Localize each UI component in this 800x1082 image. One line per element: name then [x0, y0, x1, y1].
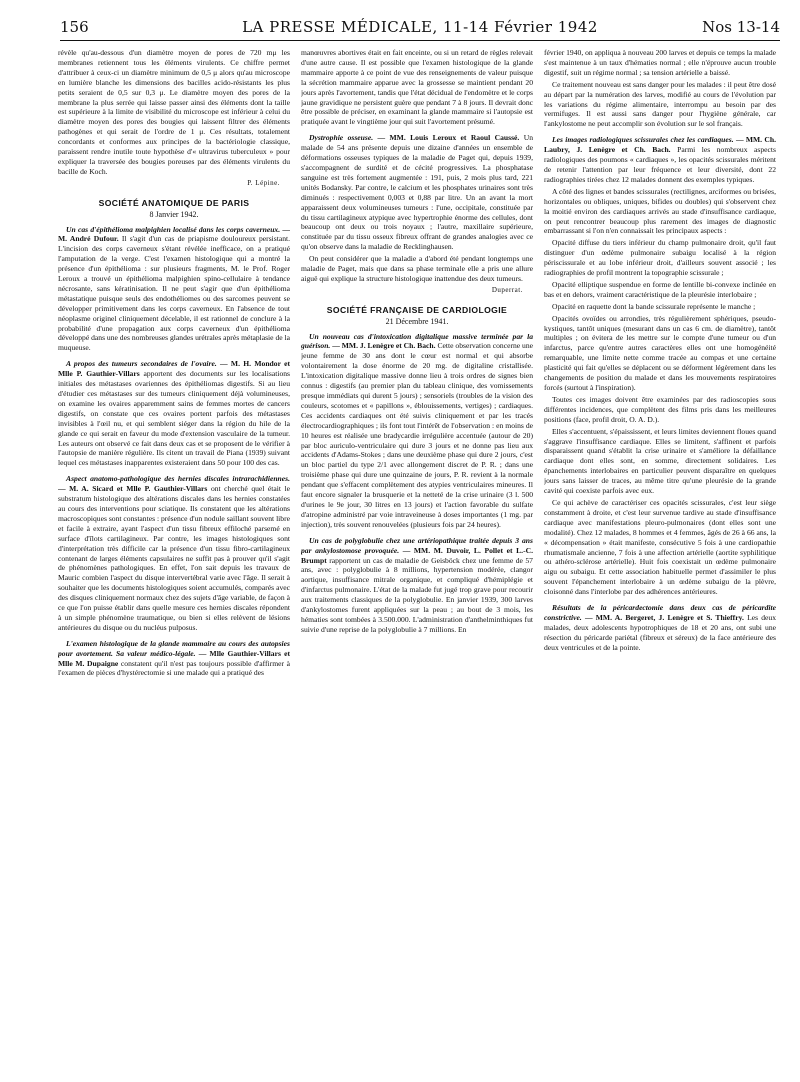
paragraph: Opacité en raquette dont la bande scissurale représente le manche ;	[552, 301, 756, 311]
page-number: 156	[60, 18, 89, 36]
column-right	[544, 48, 776, 1063]
article-title: L'examen histologique de la glande mammaire au cours des autopsies pour avortement. Sa valeur médico-légale.	[58, 638, 290, 658]
article-body: Un malade de 54 ans présente depuis une dizaine d'années un ensemble de déformations osseuses typiques de la maladie de Paget qui, depuis 1939, s'accompagnent de surdité et de cécité progressives. La phosphatase sanguine est très fortement augmentée : 191, puis, 2 mois plus tard, 221 unités Bodansky. Par contre, le calcium et les phosphates urinaires sont très diminués : respectivement 0,003 et 0,88 par litre. Un an avant la mort apparaissent deux volumineuses tumeurs : l'une, occipitale, constituée par du tissu cartilagineux atypique avec hypertrophie énorme des cellules, dont beaucoup ont deux ou trois noyaux ; l'autre, maxillaire supérieure, constituée par du tissu osseux fibreux offrant de grandes analogies avec ce qu'on observe dans la maladie de Recklinghausen.	[301, 133, 533, 252]
article	[544, 135, 776, 185]
article-title: Les images radiologiques scissurales chez les cardiaques.	[552, 135, 734, 145]
article-title: A propos des tumeurs secondaires de l'ovaire.	[66, 359, 217, 369]
paragraph: Elles s'accentuent, s'épaississent, et leurs limites deviennent floues quand s'aggrave l'insuffisance cardiaque. Elles se limitent, s'affinent et parfois disparaissent quand s'établit la crise urinaire et s'améliore la défaillance cardiaque dont elles sont, en somme, directement solidaires. Les épanchements interlobaires en particulier peuvent disparaître en quelques jours sans laisser de traces, au même titre qu'une pleurésie de la grande cavité qui coexiste parfois avec eux.	[544, 426, 776, 496]
column-middle	[301, 48, 533, 1063]
article-body: constatent qu'il n'est pas toujours possible d'affirmer à l'examen de pièces d'hystérectomie si une malade qui a pratiqué des	[58, 658, 290, 678]
paragraph: Opacité diffuse du tiers inférieur du champ pulmonaire droit, qu'il faut distinguer d'un œdème pulmonaire subaigu localisé à la région périscissurale et au lobe inférieur droit, d'ailleurs souvent associé ; les radiographies de profil montrent la topographie scissurale ;	[544, 238, 776, 278]
paragraph: Ce traitement nouveau est sans danger pour les malades : il peut être dosé au départ par la numération des larves, modifié au cours de l'évolution par les variations du régime alimentaire, interrompu au besoin par des vermifuges. Il est aussi sans danger pour l'hygiène générale, car l'ankylostome ne peut accomplir son évolution sur le sol français.	[544, 79, 776, 129]
article	[301, 536, 533, 635]
article-body: Cette observation concerne une jeune femme de 30 ans dont le cœur est normal et qui absorbe volontairement la dose énorme de 20 mg. de digitaline cristallisée. L'intoxication digitalique massive donne lieu à trois ordres de signes bien connus : digestifs (au premier plan du tableau clinique, des vomissements presque immédiats qui durent 5 jours) ; sensoriels (troubles de la vision des couleurs, scotomes et « papillons », éblouissements, vertiges) ; cardiaques. Ces accidents cardiaques ont été suivis cliniquement et par les tracés électrocardiographiques ; ils font tout l'intérêt de l'observation : en moins de 10 heures est réalisée une bradycardie irrégulière accentuée (autour de 20) par bloc auriculo-ventriculaire qui dure 3 jours et ne donne pas lieu aux accidents d'Adams-Stokes ; dans une deuxième phase qui dure 2 jours, c'est un bloc partiel du type 2/1 avec allongement discret de P. R. ; dans une troisième phase qui dure une quinzaine de jours, P. R. revient à la normale pendant que s'effacent complètement des atypies ventriculaires mineures. Il faut encore signaler la brusquerie et la netteté de la crise urinaire (3 l. 500 d'urines le 9e jour, 30 litres en 13 jours) et l'action favorable du sulfate d'atropine administré par voie intraveineuse à doses importantes (1 mg. par injection), très souvent renouvelées (plusieurs fois par 24 heures).	[301, 341, 533, 529]
paragraph: manœuvres abortives était en fait enceinte, ou si un retard de règles relevait d'une autre cause. Il est possible que l'examen histologique de la glande mammaire apporte à ce point de vue des renseignements de valeur puisque la sécrétion mammaire apparue avec la grossesse se maintient pendant 20 jours après l'avortement, tandis que l'état décidual de l'endomètre et le corps jaune gravidique ne persistent guère que pendant 7 à 8 jours. Il devrait donc être possible de préciser, en examinant la glande mammaire si l'autopsie est pratiquée avant le vingtième jour qui suit l'avortement présumé.	[301, 48, 533, 127]
article-title: Un nouveau cas d'intoxication digitalique massive terminée par la guérison.	[301, 331, 533, 351]
article-title: Résultats de la péricardectomie dans deux cas de péricardite constrictive.	[544, 603, 776, 622]
article	[301, 133, 533, 252]
article-title: Aspect anatomo-pathologique des hernies discales intrarachidiennes.	[66, 474, 290, 484]
article	[301, 332, 533, 530]
article-title: Dystrophie osseuse.	[309, 133, 374, 143]
paragraph: Opacités ovoïdes ou arrondies, très régulièrement sphériques, pseudo-kystiques, tantôt uniques (mesurant dans un cas 6 cm. de diamètre), tantôt multiples ; on évitera de les mettre sur le compte d'une tumeur ou d'un infarctus, parce qu'entre autres caractères elles ont une homogénéité remarquable, une limite nette comme tracée au compas et une certaine plasticité qui fait qu'elles se déplacent ou se déforment légèrement dans les changements de position du malade et dans les mouvements respiratoires forcés (surtout à l'inspiration).	[544, 313, 776, 392]
article-author: — MM. Ch. Laubry, J. Lenègre et Ch. Bach.	[544, 135, 776, 155]
article-title: Un cas de polyglobulie chez une artériopathique traitée depuis 3 ans par ankylostomose provoquée.	[301, 535, 533, 555]
article	[58, 225, 290, 354]
article-author: — M. André Dufour.	[58, 224, 290, 244]
column-left	[58, 48, 290, 1063]
article-body: ont cherché quel était le substratum histologique des altérations discales dans les hernies constatées au cours des interventions pour sciatique. Ils constatent que les altérations macroscopiques sont constantes : présence d'un nodule saillant souvent libre et facile à extraire, ayant l'aspect d'un tissu fibreux effiloché parsemé en surface d'îlots cartilagineux. Par contre, les images histologiques sont d'interprétation très difficile car la présence d'un tissu fibro-cartilagineux contenant de larges éléments capsulaires ne suffit pas à prouver qu'il s'agit de phénomènes pathologiques. En effet, l'on sait depuis les travaux de Mauric combien l'aspect du disque intervertébral varie avec l'âge. Il serait à souhaiter que les documents histologiques soient accumulés, comparés avec des disques cliniquement normaux chez des sujets d'âge variable, de façon à ce que l'on puisse établir dans quelle mesure ces hernies discales répondent à un simple phénomène traumatique, ou bien si elles relèvent de lésions antérieures du disque ou du nucléus pulposus.	[58, 484, 290, 632]
article-body: Parmi les nombreux aspects radiologiques des poumons « cardiaques », les opacités scissurales méritent de retenir l'attention par leur fréquence et leur diversité, dont 22 radiographies tirées chez 12 malades donnent des exemples typiques.	[544, 145, 776, 184]
article-author: — M. H. Mondor et Mlle P. Gauthier-Villars	[58, 359, 290, 379]
article-body: Les deux malades, deux adolescents hypotrophiques de 18 et 20 ans, ont subi une résection du péricarde pariétal (fibreux et séreux) de la face antérieure des deux ventricules et de la pointe.	[544, 612, 776, 652]
article-body: apportent des documents sur les localisations initiales des métastases ovariennes des épithéliomas digestifs. Si au lieu d'étudier ces métastases sur des tumeurs cliniquement déjà volumineuses, on examine les ovaires apparemment sains de femmes mortes de cancers digestifs, on constate que ces ovaires portent parfois des métastases invisibles à l'œil nu, et qui semblent siéger dans la région du hile de la glande ce qui serait en faveur du mode d'extension vasculaire de la tumeur. Les auteurs ont observé ce fait dans deux cas et se proposent de le vérifier à l'autopsie de manière régulière. Ils citent un travail de Piana (1939) suivant lequel ces métastases inapparentes existeraient dans 50 pour 100 des cas.	[58, 369, 290, 468]
page-header	[60, 18, 780, 41]
article-author: — MM. J. Lenègre et Ch. Bach.	[332, 341, 436, 351]
article-author: — Mlle Gauthier-Villars et Mlle M. Dupaigne	[58, 648, 290, 668]
article	[544, 603, 776, 653]
signature: Duperrat.	[491, 285, 523, 294]
paragraph: Ce qui achève de caractériser ces opacités scissurales, c'est leur siège constamment à droite, et c'est leur survenue tardive au stade d'insuffisance cardiaque avec manifestations pleuro-pulmonaires (dont elles sont une modalité). Chez 12 malades, 8 hommes et 4 femmes, âgés de 26 à 66 ans, la « décompensation » était manifeste, consécutive 5 fois à une cardiopathie rhumatismale ancienne, 7 fois à une affection artérielle (aortite syphilitique ou athéro-sclérose artérielle). Huit fois coexistait un œdème pulmonaire aigu ou subaigu. Et cette association habituelle permet d'assimiler le plus souvent l'épanchement interlobaire à un œdème subaigu de la plèvre, cloisonné dans l'interlobe par des adhérences antérieures.	[544, 497, 776, 597]
article	[58, 639, 290, 679]
paragraph: Opacité elliptique suspendue en forme de lentille bi-convexe inclinée en bas et en dehors, vraiment caractéristique de la pleurésie interlobaire ;	[544, 279, 776, 299]
paragraph: Toutes ces images doivent être examinées par des radioscopies sous différentes incidences, que complètent des films pris dans les meilleures positions (face, profil droit, O. A. D.).	[544, 394, 776, 424]
article-author: — MM. M. Duvoir, L. Pollet et L.-C. Brumpt	[301, 545, 533, 565]
article	[58, 359, 290, 468]
section-date: 8 Janvier 1942.	[149, 209, 199, 219]
article	[58, 474, 290, 633]
paragraph: février 1940, on appliqua à nouveau 200 larves et depuis ce temps la malade s'est maintenue à un taux d'hématies normal ; elle n'éprouve aucun trouble digestif, suit un régime normal ; sa tension artérielle a baissé.	[544, 48, 776, 77]
section-title: SOCIÉTÉ FRANÇAISE DE CARDIOLOGIE	[326, 304, 508, 315]
journal-title: LA PRESSE MÉDICALE, 11-14 Février 1942	[242, 18, 598, 36]
article-author: — M. A. Sicard et Mlle P. Gauthier-Villars	[58, 484, 208, 494]
section-title: SOCIÉTÉ ANATOMIQUE DE PARIS	[98, 197, 250, 208]
paragraph: A côté des lignes et bandes scissurales (rectilignes, arciformes ou brisées, horizontales ou obliques, uniques, bifides ou doubles) qui s'observent chez la moitié environ des cardiaques arrivés au stade d'insuffisance cardiaque, on peut rencontrer beaucoup plus rarement des images de diagnostic embarrassant si l'on n'en connaissait les principaux aspects :	[544, 186, 776, 236]
article-body: rapportent un cas de maladie de Geisböck chez une femme de 57 ans, avec : polyglobulie à 8 millions, hypertension modérée, clangor aortique, insuffisance mitrale organique, et compliqué d'hémiplégie et d'infarctus pulmonaire. L'état de la malade fut jugé trop grave pour recourir aux traitements classiques de la polyglobulie. En janvier 1939, 300 larves d'ankylostomes furent appliquées sur la peau ; au bout de 3 mois, les hématies sont tombées à 3.500.000. L'administration d'anthelminthiques fut suivie d'une reprise de la polyglobulie à 7 millions. En	[301, 555, 533, 634]
article-author: — MM. A. Bergeret, J. Lenègre et S. Thieffry.	[584, 612, 744, 622]
article-author: — MM. Louis Leroux et Raoul Caussé.	[377, 133, 520, 143]
issue-number: Nos 13-14	[702, 18, 780, 36]
paragraph: révèle qu'au-dessous d'un diamètre moyen de pores de 720 mμ les membranes retiennent tous les éléments virulents. Ce chiffre permet d'attribuer à ceux-ci un diamètre minimum de 0,5 μ alors qu'au microscope en lumière blanche les dimensions des bacilles acido-résistants les plus petits seraient de 0,5 sur 0,3 μ. Le diamètre moyen des pores de la membrane la plus serrée qui laisse passer ainsi des éléments dont la taille est supérieure à la limite de visibilité du microscope est inférieur à celui du diamètre moyen des pores des bougies qui laissent filtrer des éléments pathogènes et qui serait de l'ordre de 1 μ. Ces résultats, totalement concordants et conformes aux principes de la bactériologie classique, paraissent rendre inutile toute hypothèse d'« ultravirus tuberculeux » pour expliquer la traversée des bougies poreuses par des éléments virulents du bacille de Koch.	[58, 48, 290, 176]
signature: P. Lépine.	[247, 178, 280, 187]
section-date: 21 Décembre 1941.	[385, 316, 449, 326]
article-body: Il s'agit d'un cas de priapisme douloureux persistant. L'incision des corps caverneux s'étant révélée inefficace, on a pratiqué l'amputation de la verge. C'est l'examen histologique qui a montré la présence d'un épithélioma : sur plusieurs fragments, M. le Prof. Roger Leroux a trouvé un épithélioma malpighien spino-cellulaire à tendance nécrosante, sans kératinisation. Il ne peut s'agir que d'un épithélioma métastatique puisque seuls des endothéliomes ou des sarcomes peuvent se développer primitivement dans les corps caverneux. En l'absence de tout néoplasme originel cliniquement décelable, il est rationnel de conclure à la probabilité d'une propagation aux corps caverneux d'un épithélioma développé dans une des nombreuses glandes urétrales après métaplasie de la muqueuse.	[58, 234, 290, 353]
paragraph: On peut considérer que la maladie a d'abord été pendant longtemps une maladie de Paget, mais que dans sa phase terminale elle a pris une allure aiguë qui explique la structure histologique inattendue des deux tumeurs.	[301, 254, 533, 283]
article-title: Un cas d'épithélioma malpighien localisé dans les corps caverneux.	[66, 224, 281, 234]
